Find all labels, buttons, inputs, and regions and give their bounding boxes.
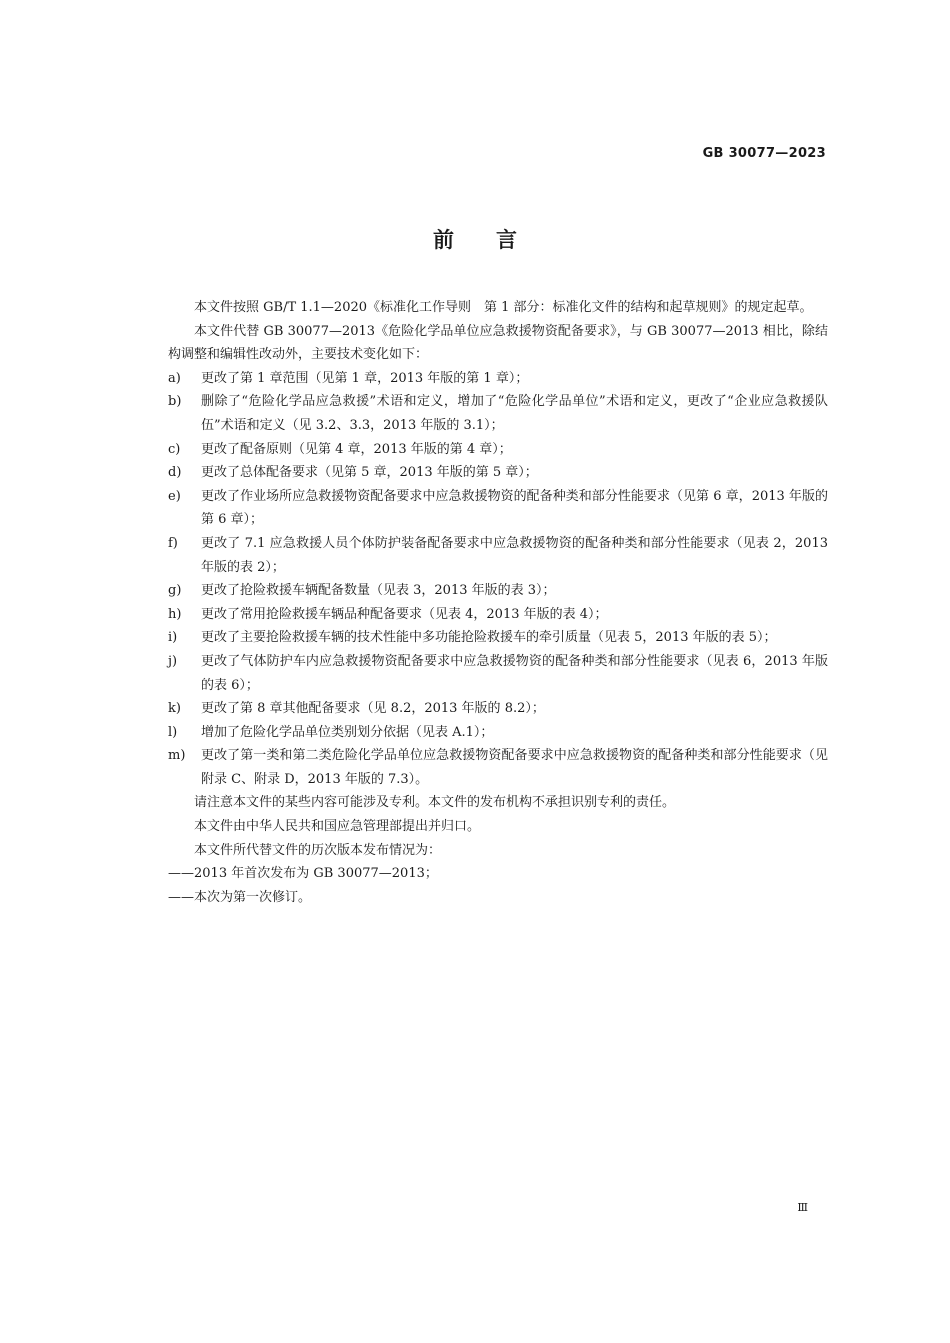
list-marker: i) [168, 630, 178, 646]
list-item [168, 532, 828, 579]
list-item-text: 更改了常用抢险救援车辆品种配备要求（见表 4，2013 年版的表 4）； [201, 606, 608, 622]
list-item-text: 更改了总体配备要求（见第 5 章，2013 年版的第 5 章）； [201, 465, 538, 481]
history-entry-first: ——2013 年首次发布为 GB 30077—2013； [168, 866, 438, 882]
list-item [168, 461, 828, 485]
list-item [168, 721, 828, 745]
list-marker: a) [168, 370, 181, 386]
list-marker: k) [168, 701, 181, 717]
proposer-paragraph: 本文件由中华人民共和国应急管理部提出并归口。 [194, 819, 481, 835]
list-item-text: 更改了气体防护车内应急救援物资配备要求中应急救援物资的配备种类和部分性能要求（见表 6，2013 年版的表 6）； [201, 653, 828, 693]
list-marker: g) [168, 583, 182, 599]
list-marker: j) [168, 653, 178, 669]
list-item-text: 更改了配备原则（见第 4 章，2013 年版的第 4 章）； [201, 441, 512, 457]
technical-changes-list [168, 367, 828, 792]
list-item-text: 更改了第 1 章范围（见第 1 章，2013 年版的第 1 章）； [201, 370, 529, 386]
list-item [168, 626, 828, 650]
list-marker: c) [168, 441, 181, 457]
foreword-body [168, 296, 828, 909]
page-title: 前言 [433, 228, 559, 252]
list-item-text: 更改了主要抢险救援车辆的技术性能中多功能抢险救援车的牵引质量（见表 5，2013 年版的表 5）； [201, 630, 777, 646]
list-item [168, 579, 828, 603]
list-marker: f) [168, 535, 178, 551]
patent-notice-paragraph: 请注意本文件的某些内容可能涉及专利。本文件的发布机构不承担识别专利的责任。 [194, 795, 676, 811]
list-item-text: 删除了“危险化学品应急救援”术语和定义，增加了“危险化学品单位”术语和定义，更改了“企业应急救援队伍”术语和定义（见 3.2、3.3，2013 年版的 3.1）； [201, 394, 828, 433]
list-item [168, 744, 828, 791]
list-item [168, 603, 828, 627]
list-marker: d) [168, 465, 182, 481]
list-item [168, 367, 828, 391]
page-number: Ⅲ [797, 1201, 808, 1214]
intro-paragraph-drafting: 本文件按照 GB/T 1.1—2020《标准化工作导则 第 1 部分：标准化文件的结构和起草规则》的规定起草。 [194, 300, 813, 315]
list-marker: l) [168, 724, 178, 740]
list-marker: h) [168, 606, 182, 622]
list-item-text: 更改了 7.1 应急救援人员个体防护装备配备要求中应急救援物资的配备种类和部分性能要求（见表 2，2013 年版的表 2）； [201, 535, 828, 575]
intro-paragraph-replacement: 本文件代替 GB 30077—2013《危险化学品单位应急救援物资配备要求》，与 GB 30077—2013 相比，除结构调整和编辑性改动外，主要技术变化如下： [168, 323, 828, 363]
list-item-text: 更改了作业场所应急救援物资配备要求中应急救援物资的配备种类和部分性能要求（见第 6 章，2013 年版的第 6 章）； [201, 488, 828, 528]
history-entry-revision: ——本次为第一次修订。 [168, 889, 312, 905]
list-item [168, 485, 828, 532]
list-marker: b) [168, 394, 182, 410]
list-item-text: 增加了危险化学品单位类别划分依据（见表 A.1）； [201, 724, 494, 740]
list-marker: m) [168, 748, 186, 764]
list-item [168, 390, 828, 437]
list-item-text: 更改了第一类和第二类危险化学品单位应急救援物资配备要求中应急救援物资的配备种类和部分性能要求（见附录 C、附录 D，2013 年版的 7.3）。 [201, 748, 828, 787]
list-item [168, 438, 828, 462]
history-intro-paragraph: 本文件所代替文件的历次版本发布情况为： [194, 842, 442, 858]
list-item-text: 更改了抢险救援车辆配备数量（见表 3，2013 年版的表 3）； [201, 583, 556, 599]
list-item [168, 650, 828, 697]
list-item [168, 697, 828, 721]
list-marker: e) [168, 488, 181, 504]
standard-code: GB 30077—2023 [702, 146, 826, 161]
list-item-text: 更改了第 8 章其他配备要求（见 8.2，2013 年版的 8.2）； [201, 701, 545, 717]
